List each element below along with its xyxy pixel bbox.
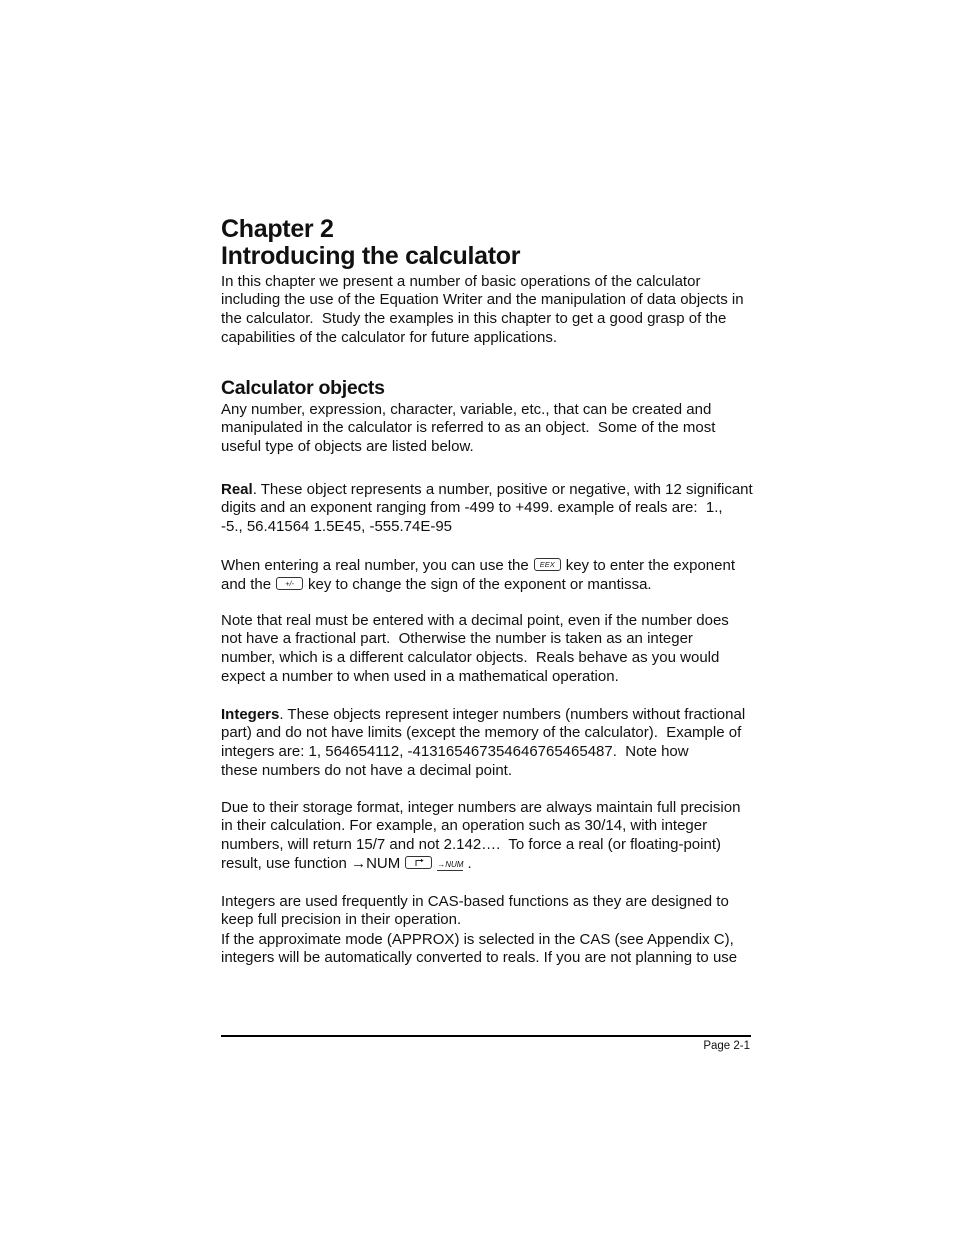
- precision-line: Due to their storage format, integer numbers are always maintain full precision: [221, 798, 741, 816]
- entering-text: and the: [221, 575, 272, 593]
- precision-line: in their calculation. For example, an operation such as 30/14, with integer: [221, 817, 708, 835]
- intro-paragraph: [221, 273, 744, 348]
- entering-text: key to enter the exponent: [565, 556, 735, 574]
- num-function-label: →NUM: [437, 859, 464, 869]
- precision-text: result, use function →NUM: [221, 854, 401, 872]
- cas-line: Integers are used frequently in CAS-based functions as they are designed to: [221, 892, 729, 910]
- note-line: number, which is a different calculator objects. Reals behave as you would: [221, 648, 720, 666]
- footer-rule: [221, 1035, 751, 1037]
- entering-text: key to change the sign of the exponent or mantissa.: [308, 575, 652, 593]
- note-line: not have a fractional part. Otherwise the number is taken as an integer: [221, 630, 693, 648]
- section-intro-line: manipulated in the calculator is referred to as an object. Some of the most: [221, 419, 716, 437]
- integers-line: part) and do not have limits (except the memory of the calculator). Example of: [221, 724, 742, 742]
- entering-text: When entering a real number, you can use the: [221, 556, 529, 574]
- intro-line: capabilities of the calculator for future applications.: [221, 328, 558, 346]
- cas-paragraph: [221, 893, 729, 930]
- section-intro-line: Any number, expression, character, variable, etc., that can be created and: [221, 400, 712, 418]
- real-term: Real: [221, 480, 253, 498]
- entering-paragraph: [221, 556, 735, 594]
- integers-line: these numbers do not have a decimal point.: [221, 761, 513, 779]
- chapter-title: Introducing the calculator: [221, 242, 521, 270]
- approx-paragraph: [221, 931, 737, 968]
- precision-paragraph: [221, 799, 740, 874]
- section-intro-paragraph: [221, 401, 715, 457]
- integers-description: . These objects represent integer numbers (numbers without fractional: [279, 705, 746, 723]
- note-line: Note that real must be entered with a decimal point, even if the number does: [221, 611, 729, 629]
- real-line: [221, 481, 753, 500]
- precision-text: .: [467, 854, 472, 872]
- intro-line: including the use of the Equation Writer and the manipulation of data objects in: [221, 291, 744, 309]
- precision-line: [221, 855, 740, 874]
- real-line: digits and an exponent ranging from -499 to +499. example of reals are: 1.,: [221, 499, 723, 517]
- integers-term: Integers: [221, 705, 280, 723]
- section-intro-line: useful type of objects are listed below.: [221, 437, 474, 455]
- entering-line: [221, 575, 735, 594]
- integers-line: integers are: 1, 564654112, -413165467354646765465487. Note how: [221, 742, 689, 760]
- note-paragraph: [221, 612, 729, 687]
- right-shift-key-icon: [405, 856, 432, 869]
- real-line: -5., 56.41564 1.5E45, -555.74E-95: [221, 517, 453, 535]
- integers-line: [221, 706, 745, 725]
- page-number: Page 2-1: [703, 1040, 750, 1052]
- entering-line: [221, 556, 735, 575]
- section-heading: Calculator objects: [221, 377, 385, 399]
- real-description: . These object represents a number, positive or negative, with 12 significant: [252, 480, 753, 498]
- cas-line: keep full precision in their operation.: [221, 911, 462, 929]
- approx-line: If the approximate mode (APPROX) is selected in the CAS (see Appendix C),: [221, 930, 734, 948]
- note-line: expect a number to when used in a mathematical operation.: [221, 667, 619, 685]
- precision-line: numbers, will return 15/7 and not 2.142…. To force a real (or floating-point): [221, 835, 721, 853]
- chapter-heading: [221, 216, 520, 270]
- change-sign-key-icon: +/-: [276, 577, 303, 590]
- approx-line: integers will be automatically converted to reals. If you are not planning to use: [221, 949, 738, 967]
- real-paragraph: [221, 481, 753, 537]
- eex-key-icon: EEX: [534, 558, 561, 571]
- integers-paragraph: [221, 706, 745, 781]
- intro-line: the calculator. Study the examples in this chapter to get a good grasp of the: [221, 309, 727, 327]
- intro-line: In this chapter we present a number of basic operations of the calculator: [221, 272, 701, 290]
- chapter-number: Chapter 2: [221, 215, 334, 243]
